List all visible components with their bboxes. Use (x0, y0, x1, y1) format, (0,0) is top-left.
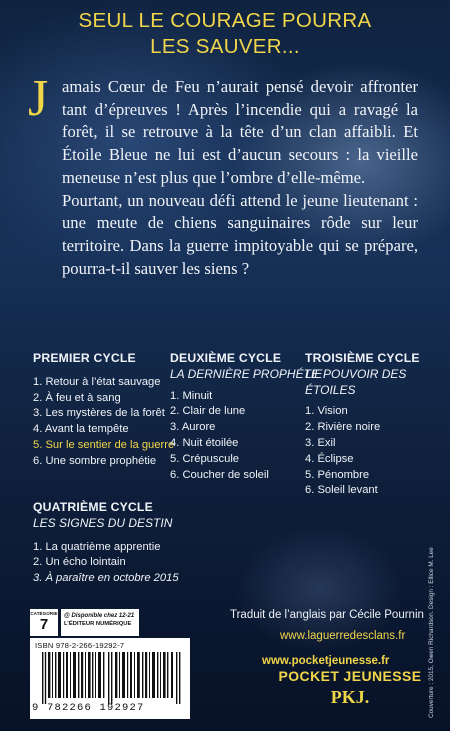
list-item: 3. À paraître en octobre 2015 (33, 572, 179, 585)
back-cover-blurb (28, 70, 418, 280)
list-item: 4. Nuit étoilée (170, 436, 239, 449)
list-item: 1. Retour à l’état sauvage (33, 375, 161, 388)
series-website-link[interactable]: www.laguerredesclans.fr (280, 630, 406, 642)
first-cycle-title: PREMIER CYCLE (33, 351, 136, 365)
first-cycle (33, 351, 174, 470)
publisher-logo: PKJ. (330, 687, 370, 707)
fourth-cycle (33, 500, 179, 587)
third-cycle-title: TROISIÈME CYCLE (305, 351, 420, 365)
translator-credit: Traduit de l’anglais par Cécile Pournin (230, 609, 424, 621)
list-item: 2. À feu et à sang (33, 391, 121, 404)
digital-availability-badge (61, 609, 139, 636)
at-icon: @ (64, 613, 70, 619)
list-item: 3. Exil (305, 436, 336, 449)
drop-cap: J (28, 70, 49, 127)
second-cycle-subtitle: LA DERNIÈRE PROPHÉTIE (170, 366, 323, 381)
third-cycle (305, 351, 450, 499)
fourth-cycle-subtitle: LES SIGNES DU DESTIN (33, 515, 173, 530)
category-badge (30, 609, 58, 636)
list-item: 6. Coucher de soleil (170, 468, 269, 481)
list-item: 3. Les mystères de la forêt (33, 407, 165, 420)
first-cycle-list (33, 375, 174, 470)
publisher-brand: POCKET JEUNESSE (278, 668, 422, 684)
slogan-line-2: LES SAUVER... (150, 35, 300, 58)
list-item: 3. Aurore (170, 421, 216, 434)
cover-slogan (0, 8, 450, 60)
third-cycle-subtitle: LE POUVOIR DES ÉTOILES (305, 366, 407, 397)
isbn: ISBN 978-2-266-19292-7 (35, 641, 125, 650)
slogan-line-1: SEUL LE COURAGE POURRA (78, 9, 372, 32)
availability-line-1: Disponible chez 12-21 (71, 613, 135, 619)
second-cycle-title: DEUXIÈME CYCLE (170, 351, 282, 365)
third-cycle-list (305, 404, 450, 499)
list-item: 5. Pénombre (305, 468, 370, 481)
category-value: 7 (39, 616, 49, 633)
publisher-website-link[interactable]: www.pocketjeunesse.fr (262, 655, 390, 667)
blurb-paragraph-2: Pourtant, un nouveau défi attend le jeune lieutenant : une meute de chiens sanguinaires rôde sur leur territoire. Dans la guerre impitoyable qui se prépare, pourra-t-il sauver les siens ? (62, 190, 418, 278)
cover-credits: Couverture : 2015, Owen Richardson. Design : Ellice M. Lee (428, 547, 435, 718)
availability-line-2: L’ÉDITEUR NUMÉRIQUE (64, 621, 132, 627)
list-item: 6. Une sombre prophétie (33, 454, 157, 467)
list-item: 2. Rivière noire (305, 421, 381, 434)
list-item: 2. Clair de lune (170, 405, 246, 418)
second-cycle-list (170, 389, 322, 484)
second-cycle (170, 351, 322, 483)
list-item-current: 5. Sur le sentier de la guerre (33, 438, 175, 451)
list-item: 2. Un écho lointain (33, 556, 126, 569)
list-item: 5. Crépuscule (170, 452, 240, 465)
list-item: 6. Soleil levant (305, 484, 378, 497)
fourth-cycle-title: QUATRIÈME CYCLE (33, 500, 153, 514)
category-label: CATÉGORIE (30, 611, 58, 616)
blurb-paragraph-1 (28, 70, 418, 190)
ean-number: 9 782266 192927 (32, 702, 145, 714)
blurb-text-1: amais Cœur de Feu n’aurait pensé devoir affronter tant d’épreuves ! Après l’incendie qui a ravagé la forêt, il se retrouve à la tête d’un clan affaibli. Et Étoile Bleue ne lui est d’aucun secours : la vieille meneuse n’est plus que l’ombre d’elle-même. (62, 77, 418, 187)
list-item: 1. Minuit (170, 389, 213, 402)
list-item: 1. La quatrième apprentie (33, 540, 161, 553)
list-item: 1. Vision (305, 405, 348, 418)
fourth-cycle-list (33, 540, 179, 587)
list-item: 4. Avant la tempête (33, 423, 129, 436)
list-item: 4. Éclipse (305, 452, 354, 465)
